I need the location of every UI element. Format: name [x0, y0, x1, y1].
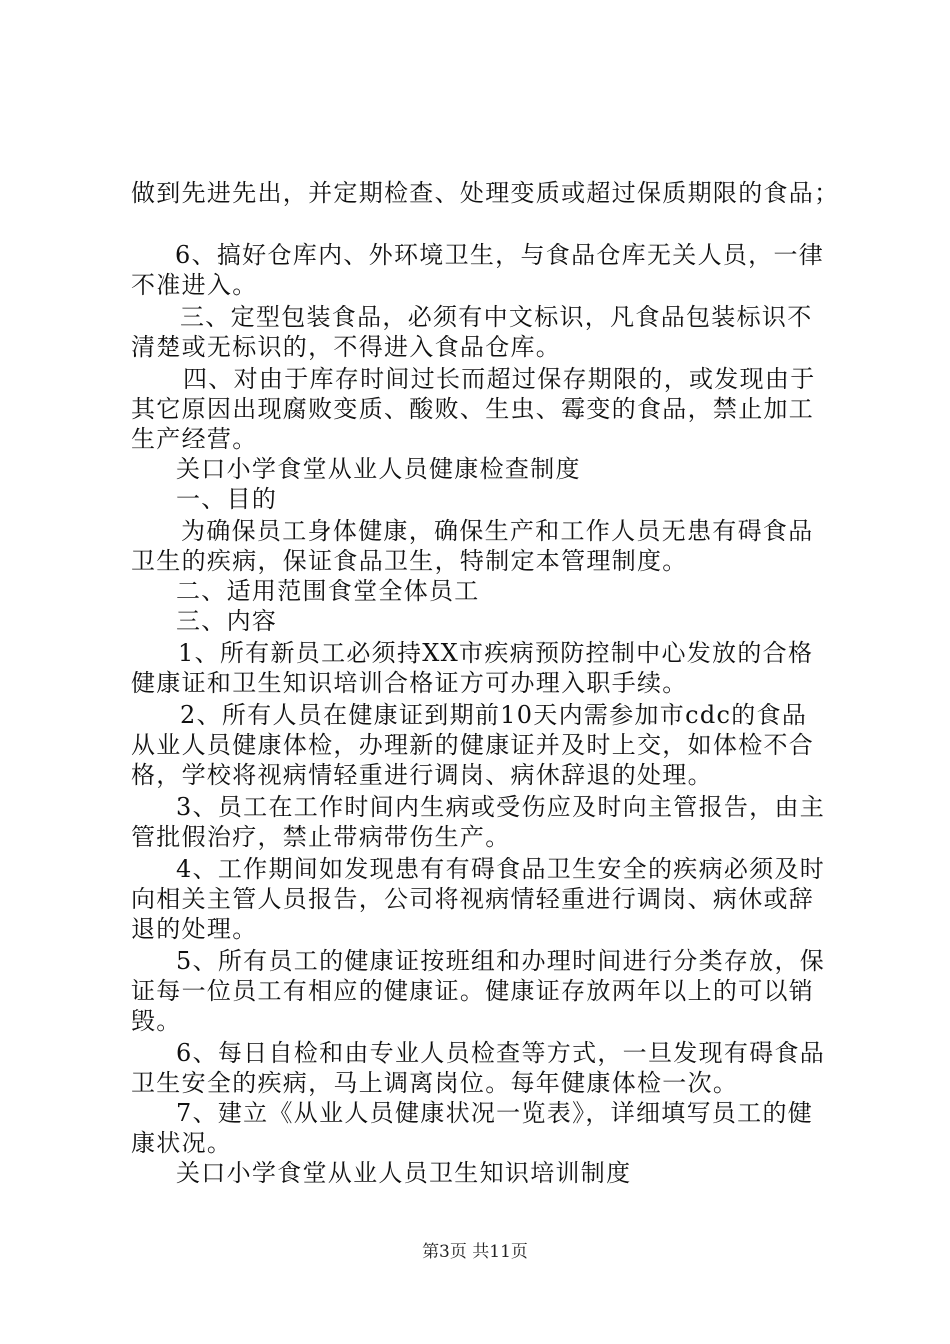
text-line: 为确保员工身体健康，确保生产和工作人员无患有碍食品 [181, 517, 814, 545]
text-line: 生产经营。 [131, 425, 258, 453]
text-line: 4、工作期间如发现患有有碍食品卫生安全的疾病必须及时 [176, 855, 826, 883]
section-heading: 关口小学食堂从业人员健康检查制度 [176, 455, 581, 483]
text-line: 向相关主管人员报告，公司将视病情轻重进行调岗、病休或辞 [131, 885, 815, 913]
text-line: 管批假治疗，禁止带病带伤生产。 [131, 823, 511, 851]
text-line: 二、适用范围食堂全体员工 [176, 577, 480, 605]
text-line: 其它原因出现腐败变质、酸败、生虫、霉变的食品，禁止加工 [131, 395, 815, 423]
text-line: 毁。 [131, 1007, 182, 1035]
text-line: 2、所有人员在健康证到期前10天内需参加市cdc的食品 [180, 701, 808, 729]
text-line: 不准进入。 [131, 271, 258, 299]
text-line: 3、员工在工作时间内生病或受伤应及时向主管报告，由主 [176, 793, 826, 821]
section-heading: 关口小学食堂从业人员卫生知识培训制度 [176, 1159, 632, 1187]
text-line: 一、目的 [176, 485, 278, 513]
text-line: 三、内容 [176, 607, 278, 635]
text-line: 6、搞好仓库内、外环境卫生，与食品仓库无关人员，一律 [175, 241, 825, 269]
text-line: 格，学校将视病情轻重进行调岗、病休辞退的处理。 [131, 761, 713, 789]
text-line: 四、对由于库存时间过长而超过保存期限的，或发现由于 [183, 365, 816, 393]
text-line: 卫生安全的疾病，马上调离岗位。每年健康体检一次。 [131, 1069, 739, 1097]
text-line: 健康证和卫生知识培训合格证方可办理入职手续。 [131, 669, 688, 697]
text-line: 1、所有新员工必须持XX市疾病预防控制中心发放的合格 [178, 639, 814, 667]
text-line: 5、所有员工的健康证按班组和办理时间进行分类存放，保 [176, 947, 826, 975]
text-line: 从业人员健康体检，办理新的健康证并及时上交，如体检不合 [131, 731, 815, 759]
text-line: 康状况。 [131, 1129, 233, 1157]
text-line: 清楚或无标识的，不得进入食品仓库。 [131, 333, 562, 361]
text-line: 三、定型包装食品，必须有中文标识，凡食品包装标识不 [180, 303, 813, 331]
text-line: 证每一位员工有相应的健康证。健康证存放两年以上的可以销 [131, 977, 815, 1005]
text-line: 卫生的疾病，保证食品卫生，特制定本管理制度。 [131, 547, 688, 575]
text-line: 退的处理。 [131, 915, 258, 943]
text-line: 做到先进先出，并定期检查、处理变质或超过保质期限的食品； [131, 179, 840, 207]
text-line: 6、每日自检和由专业人员检查等方式，一旦发现有碍食品 [176, 1039, 826, 1067]
text-line: 7、建立《从业人员健康状况一览表》，详细填写员工的健 [176, 1099, 814, 1127]
page-number-footer: 第3页 共11页 [422, 1242, 528, 1262]
